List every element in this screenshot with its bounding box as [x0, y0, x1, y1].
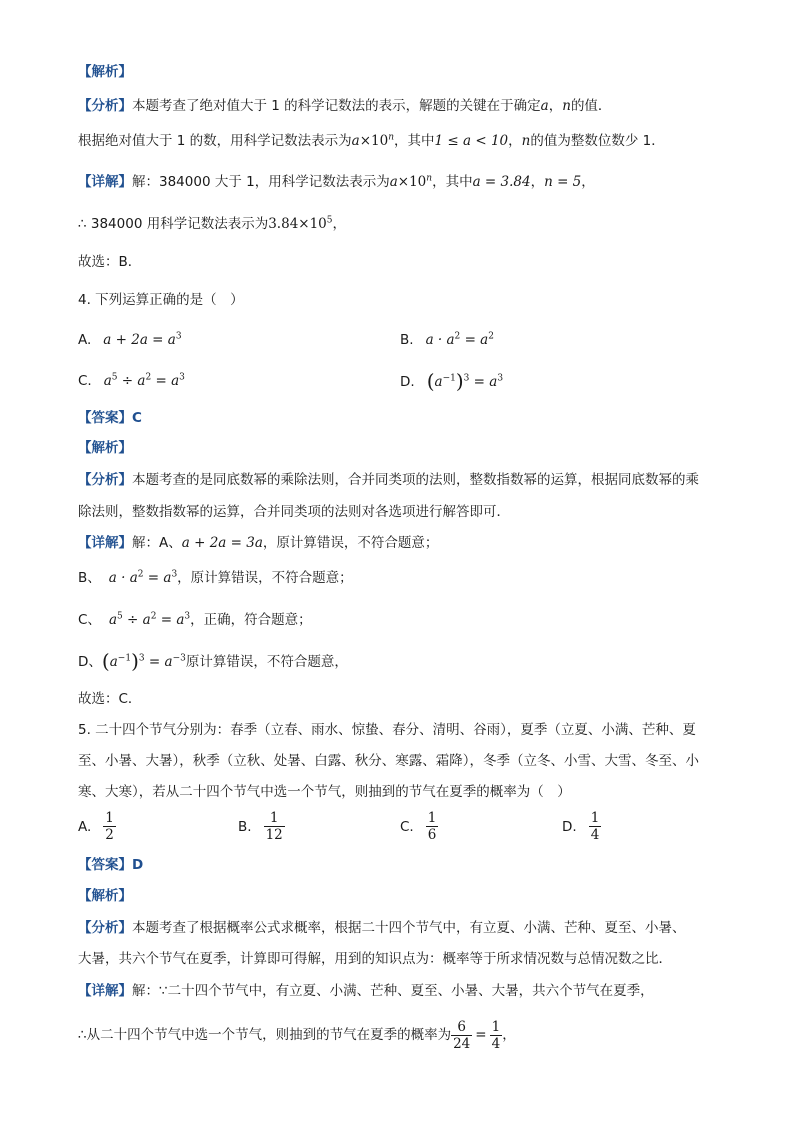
math-expr: ÷ a	[117, 373, 146, 389]
detail-text: 解：384000 大于 1，用科学记数法表示为	[132, 174, 390, 190]
fraction-numerator: 1	[105, 810, 114, 826]
rule-text: ，	[508, 133, 522, 149]
math-var: n	[521, 133, 531, 149]
therefore-text: ，	[502, 1027, 516, 1043]
paren-close: )	[455, 369, 464, 393]
math-expr: n = 5	[544, 174, 582, 190]
detail-text: ，原计算错误，不符合题意；	[177, 570, 353, 586]
fraction-numerator: 1	[491, 1018, 501, 1035]
section-label-jiexi: 【解析】	[78, 440, 132, 456]
option-label: C.	[400, 818, 414, 835]
detail-text: 原计算错误，不符合题意，	[185, 654, 348, 670]
analysis-tag: 【分析】	[78, 98, 132, 114]
math-sup: −3	[172, 653, 186, 664]
math-expr: a	[351, 133, 360, 149]
fraction-denominator: 6	[427, 827, 437, 843]
fraction-denominator: 12	[265, 827, 283, 843]
option-d	[562, 810, 601, 843]
option-a	[78, 810, 116, 843]
option-d	[400, 371, 503, 392]
therefore-text: ∴从二十四个节气中选一个节气，则抽到的节气在夏季的概率为	[78, 1027, 452, 1043]
rule-text: 根据绝对值大于 1 的数，用科学记数法表示为	[78, 133, 352, 149]
math-sup: 3	[171, 569, 178, 580]
rule-text: 的值为整数位数少 1．	[530, 133, 665, 149]
fraction-numerator: 1	[590, 810, 600, 826]
fraction-denominator: 2	[105, 827, 114, 843]
math-expr: 3.84×10	[268, 216, 327, 232]
math-expr: a	[103, 373, 112, 389]
math-expr: ×10	[359, 133, 389, 149]
detail-text: ，正确，符合题意；	[190, 612, 312, 628]
text-sep: ，	[548, 98, 563, 114]
math-sup: 3	[175, 331, 182, 342]
option-a	[78, 330, 182, 350]
math-expr: a	[108, 612, 117, 628]
rule-line	[78, 131, 665, 151]
math-sup: −1	[442, 373, 456, 384]
math-expr: = a	[151, 373, 180, 389]
analysis-tag: 【分析】	[78, 920, 132, 936]
answer-tag: 【答案】D	[78, 857, 144, 873]
fraction-numerator: 1	[427, 810, 437, 826]
detail-tag: 【详解】	[78, 535, 132, 551]
option-label: D.	[400, 374, 415, 390]
fraction-numerator: 6	[457, 1018, 466, 1035]
option-c	[78, 371, 185, 391]
fraction-denominator: 4	[590, 827, 600, 843]
analysis-line-2: 除法则，整数指数幂的运算，合并同类项的法则对各选项进行解答即可．	[78, 504, 510, 520]
math-sup: 2	[150, 611, 157, 622]
detail-text: ，原计算错误，不符合题意；	[262, 535, 439, 551]
therefore-line	[78, 214, 346, 234]
section-label-jiexi: 【解析】	[78, 64, 132, 80]
math-expr: 1 ≤ a < 10	[434, 133, 509, 149]
fraction	[589, 810, 602, 843]
analysis-line-2: 大暑，共六个节气在夏季，计算即可得解，用到的知识点为：概率等于所求情况数与总情况数之比．	[78, 951, 672, 967]
math-sup: 5	[111, 372, 118, 383]
detail-line-c	[78, 610, 312, 630]
fraction	[264, 810, 285, 843]
math-expr: a · a	[425, 332, 455, 348]
question-stem-1: 5. 二十四个节气分别为：春季（立春、雨水、惊蛰、春分、清明、谷雨），夏季（立夏、小满、芒种、夏	[78, 722, 696, 738]
math-sup: 2	[488, 331, 494, 342]
answer-tag: 【答案】C	[78, 410, 142, 426]
math-expr: = a	[156, 612, 185, 628]
math-expr: a	[389, 174, 398, 190]
option-label: A.	[78, 818, 92, 835]
math-expr: a	[109, 654, 118, 670]
fraction	[490, 1019, 503, 1052]
detail-line-a	[78, 533, 438, 553]
rule-text: ，其中	[394, 133, 435, 149]
analysis-line	[78, 470, 699, 490]
detail-tag: 【详解】	[78, 983, 132, 999]
question-stem: 4. 下列运算正确的是（ ）	[78, 292, 244, 308]
paren-open: (	[101, 649, 110, 673]
question-stem-3: 寒、大寒），若从二十四个节气中选一个节气，则抽到的节气在夏季的概率为（ ）	[78, 784, 571, 800]
option-label: B.	[400, 332, 414, 348]
math-var: a	[540, 98, 549, 114]
answer-line: 故选：C．	[78, 691, 142, 707]
math-expr: = a	[143, 570, 172, 586]
math-sup: 2	[137, 569, 144, 580]
detail-text: 解：A、	[132, 535, 182, 551]
therefore-text: ，	[332, 216, 347, 232]
detail-line	[78, 981, 654, 1001]
equals-sign: =	[475, 1027, 487, 1043]
detail-text: ，	[530, 174, 545, 190]
fraction-denominator: 24	[453, 1035, 471, 1052]
math-expr: a + 2a = a	[103, 332, 176, 348]
math-sup: 2	[454, 331, 461, 342]
option-label: B.	[238, 818, 252, 835]
analysis-tag: 【分析】	[78, 472, 132, 488]
math-sup: 3	[463, 373, 470, 384]
math-expr: = a	[469, 374, 498, 390]
math-expr: = a	[144, 654, 173, 670]
detail-line-d	[78, 651, 348, 672]
math-expr: a = 3.84	[472, 174, 531, 190]
detail-text: B、	[78, 570, 101, 586]
therefore-text: ∴ 384000 用科学记数法表示为	[78, 216, 269, 232]
fraction	[426, 810, 439, 843]
option-b	[400, 330, 494, 350]
section-label-jiexi: 【解析】	[78, 888, 132, 904]
paren-close: )	[131, 649, 139, 673]
fraction-numerator: 1	[269, 810, 279, 826]
detail-text: ，	[581, 174, 595, 190]
math-expr: a	[434, 374, 443, 390]
math-expr: ×10	[397, 174, 427, 190]
math-sup: 3	[184, 611, 191, 622]
option-label: A.	[78, 332, 92, 348]
therefore-line	[78, 1018, 516, 1052]
answer-line: 故选：B．	[78, 254, 142, 270]
detail-line	[78, 172, 595, 192]
detail-tag: 【详解】	[78, 174, 132, 190]
math-sup: 5	[117, 611, 123, 622]
detail-line-b	[78, 568, 353, 588]
math-sup: 2	[145, 372, 152, 383]
analysis-text: 本题考查了根据概率公式求概率，根据二十四个节气中，有立夏、小满、芒种、夏至、小暑、	[132, 920, 686, 936]
detail-text: C、	[78, 612, 101, 628]
option-b	[238, 810, 285, 843]
analysis-text: 本题考查了绝对值大于 1 的科学记数法的表示，解题的关键在于确定	[132, 98, 541, 114]
math-expr: ÷ a	[122, 612, 151, 628]
math-sup: n	[426, 173, 433, 184]
option-c	[400, 810, 438, 843]
math-var: n	[562, 98, 571, 114]
option-label: C.	[78, 373, 92, 389]
fraction	[451, 1019, 472, 1052]
detail-text: 解：∵二十四个节气中，有立夏、小满、芒种、夏至、小暑、大暑，共六个节气在夏季，	[132, 983, 654, 999]
math-expr: a · a	[108, 570, 138, 586]
math-sup: 3	[497, 373, 504, 384]
math-expr: a + 2a = 3a	[181, 535, 263, 551]
paren-open: (	[426, 369, 435, 393]
analysis-text: 本题考查的是同底数幂的乘除法则，合并同类项的法则，整数指数幂的运算，根据同底数幂的乘	[132, 472, 699, 488]
math-expr: = a	[460, 332, 489, 348]
math-sup: 3	[179, 372, 185, 383]
analysis-line	[78, 96, 611, 116]
math-sup: 3	[138, 653, 145, 664]
question-stem-2: 至、小暑、大暑），秋季（立秋、处暑、白露、秋分、寒露、霜降），冬季（立冬、小雪、大雪、冬至、小	[78, 753, 699, 769]
detail-text: D、	[78, 654, 102, 670]
math-sup: 5	[326, 215, 333, 226]
math-sup: n	[388, 132, 395, 143]
fraction-denominator: 4	[491, 1035, 501, 1052]
math-sup: −1	[117, 653, 132, 664]
detail-text: ，其中	[432, 174, 473, 190]
fraction	[103, 810, 116, 843]
analysis-text-end: 的值．	[570, 98, 612, 114]
option-label: D.	[562, 818, 577, 835]
analysis-line	[78, 918, 686, 938]
